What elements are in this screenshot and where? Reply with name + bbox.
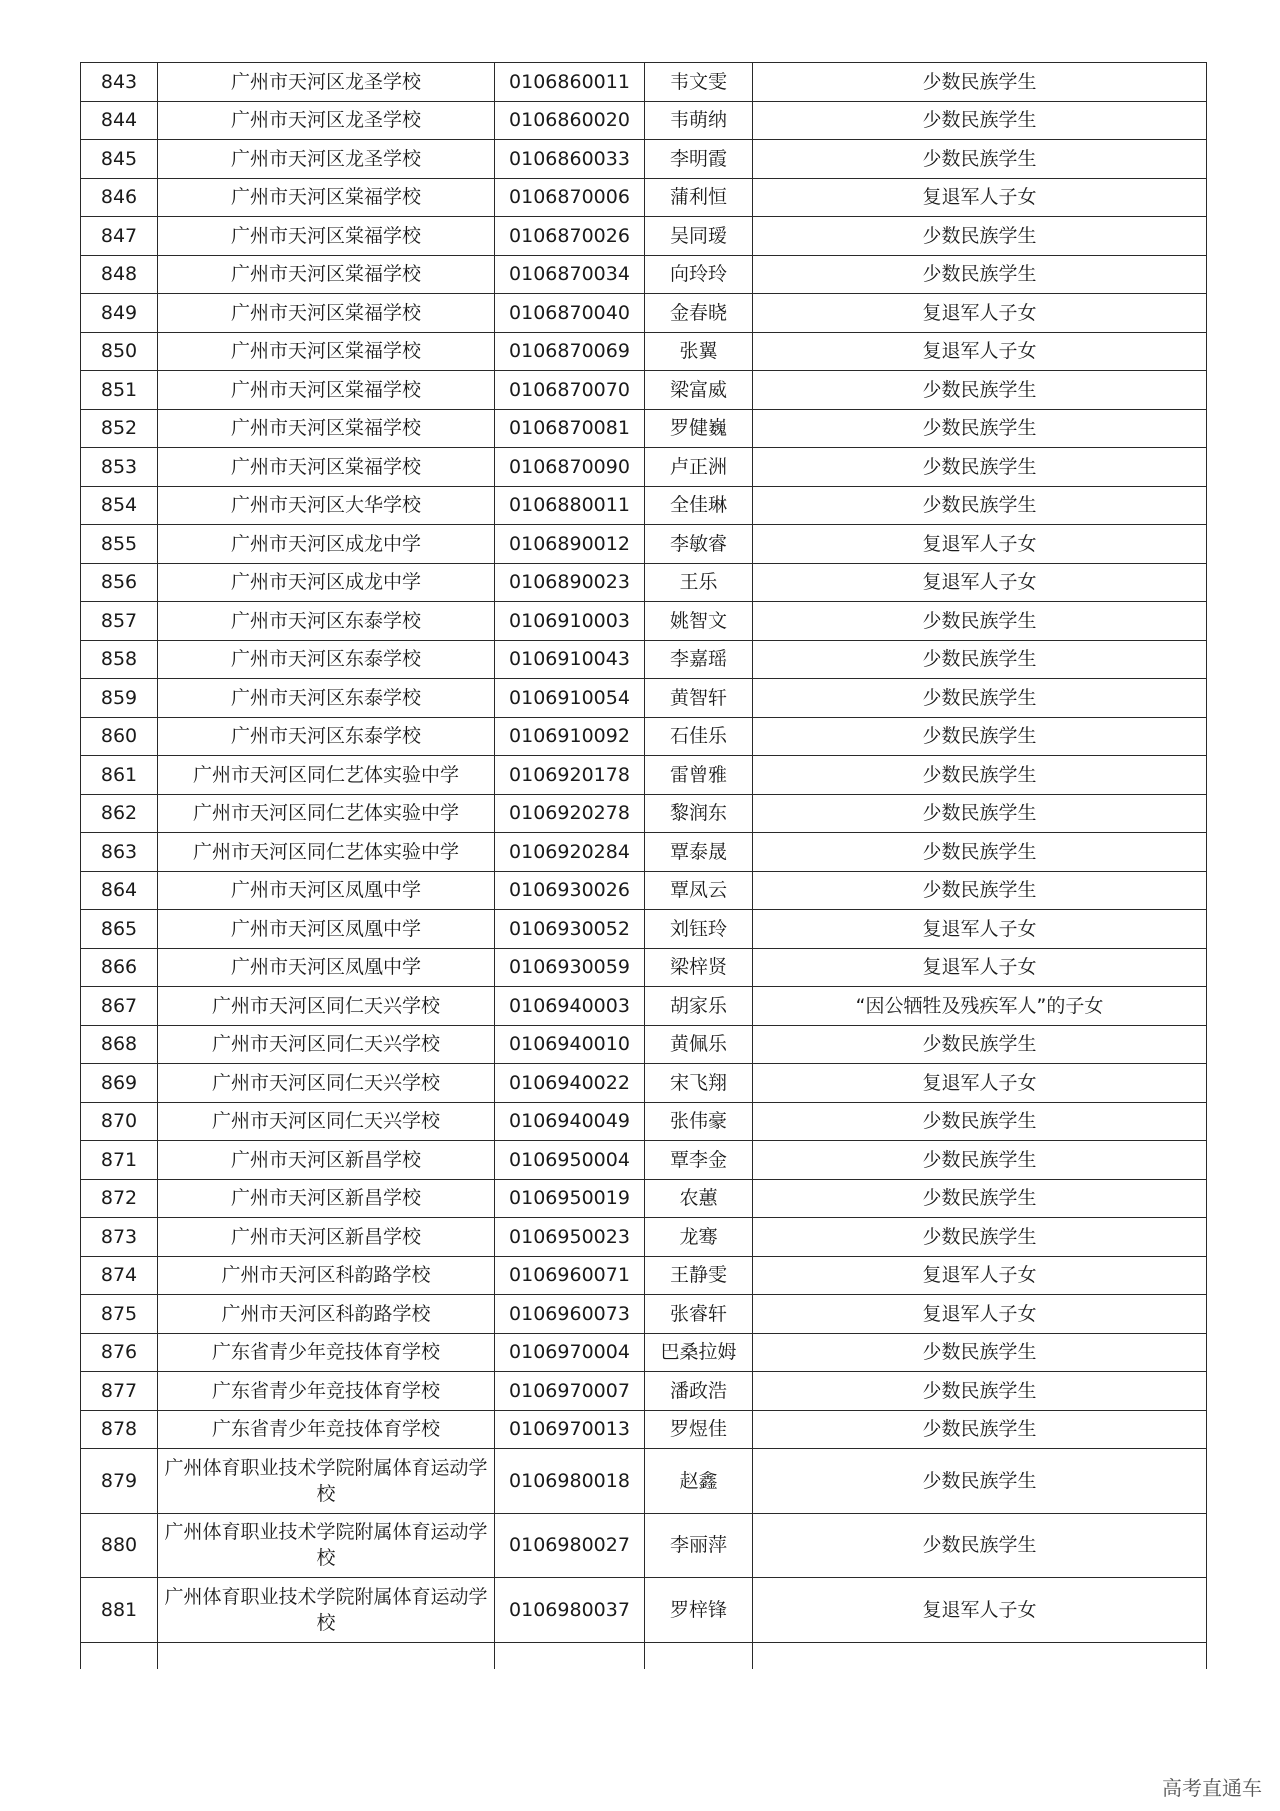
row-number: 851 — [81, 371, 158, 410]
student-name: 覃泰晟 — [645, 833, 753, 872]
row-number: 860 — [81, 717, 158, 756]
watermark-text: 高考直通车 — [1162, 1776, 1262, 1800]
student-name: 李敏睿 — [645, 525, 753, 564]
table-row — [81, 63, 1207, 102]
table-row — [81, 178, 1207, 217]
row-number: 849 — [81, 294, 158, 333]
student-id: 0106930026 — [495, 871, 645, 910]
table-row — [81, 948, 1207, 987]
student-name: 罗煜佳 — [645, 1410, 753, 1449]
table-row — [81, 1513, 1207, 1578]
row-number: 852 — [81, 409, 158, 448]
row-number: 850 — [81, 332, 158, 371]
school-name: 广州市天河区凤凰中学 — [158, 910, 495, 949]
row-number: 856 — [81, 563, 158, 602]
school-name: 广州体育职业技术学院附属体育运动学校 — [158, 1513, 495, 1578]
student-id: 0106870081 — [495, 409, 645, 448]
student-name: 黄佩乐 — [645, 1025, 753, 1064]
eligibility-category: 复退军人子女 — [753, 1295, 1207, 1334]
row-number: 865 — [81, 910, 158, 949]
student-name: 潘政浩 — [645, 1372, 753, 1411]
eligibility-category: 少数民族学生 — [753, 602, 1207, 641]
empty-cell — [495, 1642, 645, 1669]
eligibility-category: 少数民族学生 — [753, 1141, 1207, 1180]
school-name: 广州市天河区新昌学校 — [158, 1179, 495, 1218]
row-number: 870 — [81, 1102, 158, 1141]
school-name: 广州市天河区棠福学校 — [158, 294, 495, 333]
student-name: 胡家乐 — [645, 987, 753, 1026]
row-number: 869 — [81, 1064, 158, 1103]
student-name: 王静雯 — [645, 1256, 753, 1295]
school-name: 广州市天河区棠福学校 — [158, 409, 495, 448]
student-id: 0106960073 — [495, 1295, 645, 1334]
eligibility-category: 少数民族学生 — [753, 756, 1207, 795]
student-id: 0106870090 — [495, 448, 645, 487]
school-name: 广州市天河区同仁天兴学校 — [158, 1025, 495, 1064]
eligibility-category: 少数民族学生 — [753, 1513, 1207, 1578]
student-name: 向玲玲 — [645, 255, 753, 294]
table-row — [81, 140, 1207, 179]
roster-body — [81, 63, 1207, 1669]
student-id: 0106860011 — [495, 63, 645, 102]
eligibility-category: 少数民族学生 — [753, 140, 1207, 179]
student-name: 张伟豪 — [645, 1102, 753, 1141]
eligibility-category: “因公牺牲及残疾军人”的子女 — [753, 987, 1207, 1026]
eligibility-category: 少数民族学生 — [753, 1179, 1207, 1218]
school-name: 广州市天河区凤凰中学 — [158, 871, 495, 910]
eligibility-category: 少数民族学生 — [753, 255, 1207, 294]
table-row — [81, 1256, 1207, 1295]
table-row — [81, 217, 1207, 256]
eligibility-category: 少数民族学生 — [753, 717, 1207, 756]
table-row — [81, 1025, 1207, 1064]
student-name: 王乐 — [645, 563, 753, 602]
eligibility-category: 复退军人子女 — [753, 332, 1207, 371]
student-id: 0106930059 — [495, 948, 645, 987]
student-name: 金春晓 — [645, 294, 753, 333]
school-name: 广东省青少年竞技体育学校 — [158, 1410, 495, 1449]
school-name: 广州市天河区新昌学校 — [158, 1218, 495, 1257]
row-number: 868 — [81, 1025, 158, 1064]
eligibility-category: 少数民族学生 — [753, 63, 1207, 102]
row-number: 871 — [81, 1141, 158, 1180]
school-name: 广州市天河区东泰学校 — [158, 640, 495, 679]
eligibility-category: 少数民族学生 — [753, 217, 1207, 256]
table-row — [81, 101, 1207, 140]
row-number: 880 — [81, 1513, 158, 1578]
table-row — [81, 1578, 1207, 1643]
student-id: 0106870026 — [495, 217, 645, 256]
student-name: 吴同瑷 — [645, 217, 753, 256]
table-row — [81, 294, 1207, 333]
row-number: 874 — [81, 1256, 158, 1295]
school-name: 广州市天河区棠福学校 — [158, 178, 495, 217]
school-name: 广州市天河区同仁天兴学校 — [158, 987, 495, 1026]
eligibility-category: 复退军人子女 — [753, 178, 1207, 217]
school-name: 广州市天河区龙圣学校 — [158, 140, 495, 179]
school-name: 广州市天河区新昌学校 — [158, 1141, 495, 1180]
row-number: 855 — [81, 525, 158, 564]
eligibility-category: 复退军人子女 — [753, 1064, 1207, 1103]
school-name: 广州市天河区东泰学校 — [158, 717, 495, 756]
row-number: 853 — [81, 448, 158, 487]
eligibility-category: 少数民族学生 — [753, 486, 1207, 525]
row-number: 861 — [81, 756, 158, 795]
school-name: 广州市天河区东泰学校 — [158, 679, 495, 718]
school-name: 广州市天河区龙圣学校 — [158, 101, 495, 140]
row-number: 867 — [81, 987, 158, 1026]
table-row — [81, 756, 1207, 795]
school-name: 广州市天河区成龙中学 — [158, 563, 495, 602]
student-id: 0106880011 — [495, 486, 645, 525]
school-name: 广州市天河区同仁艺体实验中学 — [158, 794, 495, 833]
student-name: 梁梓贤 — [645, 948, 753, 987]
row-number: 872 — [81, 1179, 158, 1218]
row-number: 863 — [81, 833, 158, 872]
student-name: 雷曾雅 — [645, 756, 753, 795]
table-row — [81, 1064, 1207, 1103]
eligibility-category: 少数民族学生 — [753, 1025, 1207, 1064]
row-number: 866 — [81, 948, 158, 987]
student-name: 全佳琳 — [645, 486, 753, 525]
student-id: 0106860033 — [495, 140, 645, 179]
eligibility-category: 少数民族学生 — [753, 1449, 1207, 1514]
student-name: 韦文雯 — [645, 63, 753, 102]
eligibility-category: 少数民族学生 — [753, 833, 1207, 872]
eligibility-category: 少数民族学生 — [753, 1102, 1207, 1141]
student-id: 0106870034 — [495, 255, 645, 294]
row-number: 858 — [81, 640, 158, 679]
empty-cell — [81, 1642, 158, 1669]
school-name: 广东省青少年竞技体育学校 — [158, 1333, 495, 1372]
table-row — [81, 332, 1207, 371]
student-name: 龙骞 — [645, 1218, 753, 1257]
roster-table — [80, 62, 1207, 1669]
school-name: 广州市天河区大华学校 — [158, 486, 495, 525]
eligibility-category: 复退军人子女 — [753, 1256, 1207, 1295]
table-row — [81, 910, 1207, 949]
school-name: 广州市天河区东泰学校 — [158, 602, 495, 641]
student-id: 0106980018 — [495, 1449, 645, 1514]
student-name: 覃李金 — [645, 1141, 753, 1180]
student-id: 0106870040 — [495, 294, 645, 333]
row-number: 881 — [81, 1578, 158, 1643]
school-name: 广州市天河区科韵路学校 — [158, 1256, 495, 1295]
eligibility-category: 少数民族学生 — [753, 448, 1207, 487]
student-name: 覃凤云 — [645, 871, 753, 910]
school-name: 广州市天河区同仁天兴学校 — [158, 1064, 495, 1103]
row-number: 846 — [81, 178, 158, 217]
empty-cell — [645, 1642, 753, 1669]
row-number: 848 — [81, 255, 158, 294]
school-name: 广州市天河区同仁艺体实验中学 — [158, 833, 495, 872]
school-name: 广州市天河区同仁艺体实验中学 — [158, 756, 495, 795]
row-number: 844 — [81, 101, 158, 140]
eligibility-category: 少数民族学生 — [753, 1218, 1207, 1257]
student-id: 0106950004 — [495, 1141, 645, 1180]
student-id: 0106910054 — [495, 679, 645, 718]
eligibility-category: 少数民族学生 — [753, 679, 1207, 718]
row-number: 879 — [81, 1449, 158, 1514]
student-id: 0106890023 — [495, 563, 645, 602]
row-number: 847 — [81, 217, 158, 256]
student-id: 0106910043 — [495, 640, 645, 679]
eligibility-category: 少数民族学生 — [753, 1372, 1207, 1411]
school-name: 广州市天河区龙圣学校 — [158, 63, 495, 102]
school-name: 广州市天河区成龙中学 — [158, 525, 495, 564]
eligibility-category: 复退军人子女 — [753, 1578, 1207, 1643]
student-id: 0106930052 — [495, 910, 645, 949]
school-name: 广州体育职业技术学院附属体育运动学校 — [158, 1449, 495, 1514]
eligibility-category: 少数民族学生 — [753, 640, 1207, 679]
table-row — [81, 640, 1207, 679]
school-name: 广州市天河区科韵路学校 — [158, 1295, 495, 1334]
student-id: 0106970004 — [495, 1333, 645, 1372]
table-row — [81, 563, 1207, 602]
student-id: 0106940022 — [495, 1064, 645, 1103]
eligibility-category: 少数民族学生 — [753, 409, 1207, 448]
table-row — [81, 1372, 1207, 1411]
row-number: 878 — [81, 1410, 158, 1449]
table-row — [81, 717, 1207, 756]
student-id: 0106920178 — [495, 756, 645, 795]
student-id: 0106920278 — [495, 794, 645, 833]
student-id: 0106980037 — [495, 1578, 645, 1643]
table-row — [81, 1333, 1207, 1372]
student-name: 张翼 — [645, 332, 753, 371]
student-name: 韦萌纳 — [645, 101, 753, 140]
student-id: 0106870006 — [495, 178, 645, 217]
student-id: 0106950023 — [495, 1218, 645, 1257]
table-row — [81, 833, 1207, 872]
student-name: 黄智轩 — [645, 679, 753, 718]
student-name: 李明霞 — [645, 140, 753, 179]
school-name: 广东省青少年竞技体育学校 — [158, 1372, 495, 1411]
student-id: 0106940003 — [495, 987, 645, 1026]
student-name: 罗梓锋 — [645, 1578, 753, 1643]
row-number: 859 — [81, 679, 158, 718]
empty-cell — [158, 1642, 495, 1669]
eligibility-category: 复退军人子女 — [753, 563, 1207, 602]
eligibility-category: 复退军人子女 — [753, 525, 1207, 564]
school-name: 广州市天河区棠福学校 — [158, 371, 495, 410]
table-row — [81, 371, 1207, 410]
student-id: 0106870070 — [495, 371, 645, 410]
table-row — [81, 602, 1207, 641]
table-row — [81, 679, 1207, 718]
student-name: 赵鑫 — [645, 1449, 753, 1514]
student-id: 0106980027 — [495, 1513, 645, 1578]
student-name: 罗健巍 — [645, 409, 753, 448]
school-name: 广州体育职业技术学院附属体育运动学校 — [158, 1578, 495, 1643]
student-name: 梁富威 — [645, 371, 753, 410]
table-row — [81, 1218, 1207, 1257]
table-row — [81, 794, 1207, 833]
eligibility-category: 复退军人子女 — [753, 294, 1207, 333]
eligibility-category: 复退军人子女 — [753, 948, 1207, 987]
table-row — [81, 1179, 1207, 1218]
table-row — [81, 1410, 1207, 1449]
row-number: 845 — [81, 140, 158, 179]
row-number: 862 — [81, 794, 158, 833]
eligibility-category: 少数民族学生 — [753, 101, 1207, 140]
student-id: 0106970013 — [495, 1410, 645, 1449]
student-name: 农蕙 — [645, 1179, 753, 1218]
school-name: 广州市天河区棠福学校 — [158, 217, 495, 256]
student-id: 0106870069 — [495, 332, 645, 371]
row-number: 875 — [81, 1295, 158, 1334]
row-number: 877 — [81, 1372, 158, 1411]
student-id: 0106920284 — [495, 833, 645, 872]
school-name: 广州市天河区棠福学校 — [158, 448, 495, 487]
eligibility-category: 复退军人子女 — [753, 910, 1207, 949]
eligibility-category: 少数民族学生 — [753, 371, 1207, 410]
eligibility-category: 少数民族学生 — [753, 794, 1207, 833]
student-name: 李嘉瑶 — [645, 640, 753, 679]
eligibility-category: 少数民族学生 — [753, 1410, 1207, 1449]
student-name: 姚智文 — [645, 602, 753, 641]
school-name: 广州市天河区同仁天兴学校 — [158, 1102, 495, 1141]
school-name: 广州市天河区凤凰中学 — [158, 948, 495, 987]
student-name: 刘钰玲 — [645, 910, 753, 949]
table-row — [81, 1141, 1207, 1180]
school-name: 广州市天河区棠福学校 — [158, 332, 495, 371]
student-name: 卢正洲 — [645, 448, 753, 487]
table-row — [81, 448, 1207, 487]
student-name: 张睿轩 — [645, 1295, 753, 1334]
student-id: 0106860020 — [495, 101, 645, 140]
table-row — [81, 1449, 1207, 1514]
table-row — [81, 486, 1207, 525]
student-id: 0106940049 — [495, 1102, 645, 1141]
empty-cell — [753, 1642, 1207, 1669]
student-id: 0106910003 — [495, 602, 645, 641]
student-id: 0106940010 — [495, 1025, 645, 1064]
eligibility-category: 少数民族学生 — [753, 1333, 1207, 1372]
table-row — [81, 525, 1207, 564]
student-name: 李丽萍 — [645, 1513, 753, 1578]
student-id: 0106970007 — [495, 1372, 645, 1411]
row-number: 873 — [81, 1218, 158, 1257]
student-id: 0106890012 — [495, 525, 645, 564]
student-name: 宋飞翔 — [645, 1064, 753, 1103]
row-number: 857 — [81, 602, 158, 641]
student-name: 黎润东 — [645, 794, 753, 833]
row-number: 843 — [81, 63, 158, 102]
row-number: 854 — [81, 486, 158, 525]
student-id: 0106910092 — [495, 717, 645, 756]
table-row — [81, 255, 1207, 294]
student-id: 0106950019 — [495, 1179, 645, 1218]
eligibility-category: 少数民族学生 — [753, 871, 1207, 910]
student-name: 蒲利恒 — [645, 178, 753, 217]
table-row — [81, 1102, 1207, 1141]
table-row — [81, 409, 1207, 448]
row-number: 864 — [81, 871, 158, 910]
student-id: 0106960071 — [495, 1256, 645, 1295]
row-number: 876 — [81, 1333, 158, 1372]
table-row — [81, 1295, 1207, 1334]
student-name: 巴桑拉姆 — [645, 1333, 753, 1372]
student-name: 石佳乐 — [645, 717, 753, 756]
school-name: 广州市天河区棠福学校 — [158, 255, 495, 294]
table-row-continuation — [81, 1642, 1207, 1669]
table-row — [81, 871, 1207, 910]
table-row — [81, 987, 1207, 1026]
